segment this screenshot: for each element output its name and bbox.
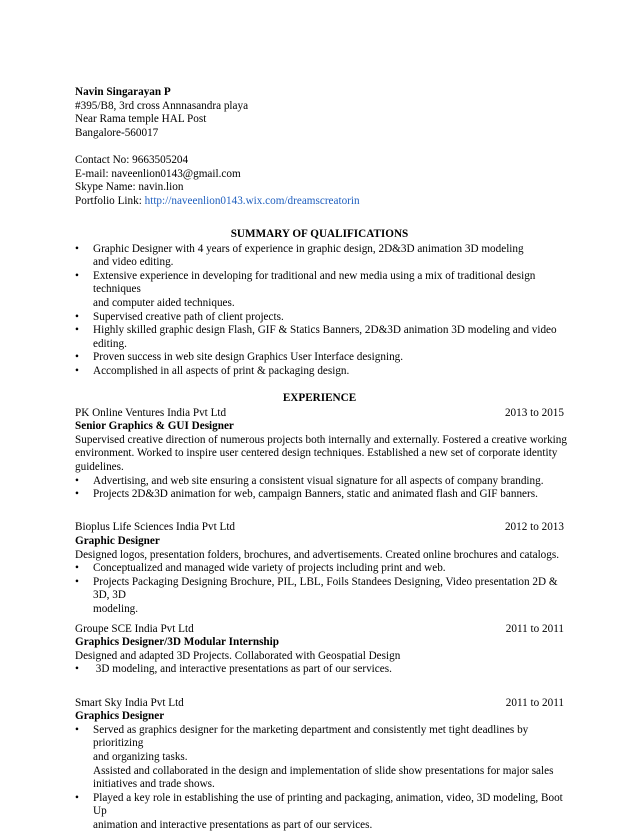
bullet-glyph: • (75, 575, 79, 588)
email-address: E-mail: naveenlion0143@gmail.com (75, 167, 241, 180)
job-bullets (75, 724, 564, 832)
bullet-glyph: • (75, 723, 79, 736)
job-description: Supervised creative direction of numerous projects both internally and externally. Fostered a creative working (75, 433, 567, 446)
list-item: • Supervised creative path of client projects. (75, 310, 284, 323)
summary-list (75, 243, 564, 379)
bullet-glyph: • (75, 663, 79, 676)
list-item: • Graphic Designer with 4 years of experience in graphic design, 2D&3D animation 3D modeling and video editing. (75, 242, 524, 269)
job-entry (75, 623, 564, 677)
bullet-glyph: • (75, 269, 79, 282)
company-name: PK Online Ventures India Pvt Ltd (75, 406, 227, 419)
job-dates: 2012 to 2013 (504, 521, 564, 534)
list-item: • Served as graphics designer for the marketing department and consistently met tight deadlines by prioritizing and organizing tasks. Assisted and collaborated in the design and implementation of slide show presentations for major sales initiatives and trade shows. (75, 723, 554, 791)
bullet-glyph: • (75, 242, 79, 255)
job-entry (75, 521, 564, 616)
company-name: Smart Sky India Pvt Ltd (75, 696, 184, 709)
job-entry (75, 697, 564, 832)
address-line-3: Bangalore-560017 (75, 126, 159, 139)
summary-heading: SUMMARY OF QUALIFICATIONS (230, 227, 409, 240)
company-name: Groupe SCE India Pvt Ltd (75, 622, 194, 635)
portfolio-line (75, 195, 564, 209)
bullet-glyph: • (75, 474, 79, 487)
portfolio-label: Portfolio Link: (75, 194, 145, 207)
list-item: • Accomplished in all aspects of print & packaging design. (75, 364, 350, 377)
job-bullets (75, 475, 564, 502)
job-description: Designed and adapted 3D Projects. Collaborated with Geospatial Design (75, 649, 401, 662)
bullet-glyph: • (75, 351, 79, 364)
address-line-1: #395/B8, 3rd cross Annnasandra playa (75, 99, 249, 112)
job-dates: 2013 to 2015 (504, 406, 564, 419)
job-title: Senior Graphics & GUI Designer (75, 420, 234, 433)
list-item: • Played a key role in establishing the use of printing and packaging, animation, video, 3D modeling, Boot Up animation and interactive presentations as part of our services. (75, 791, 563, 831)
bullet-glyph: • (75, 488, 79, 501)
address-line-2: Near Rama temple HAL Post (75, 113, 207, 126)
job-dates: 2011 to 2011 (505, 622, 564, 635)
list-item: • Projects Packaging Designing Brochure, PIL, LBL, Foils Standees Designing, Video presentation 2D & 3D, 3D modeling. (75, 575, 558, 615)
candidate-name: Navin Singarayan P (75, 86, 171, 98)
bullet-glyph: • (75, 562, 79, 575)
contact-block (75, 86, 564, 208)
job-header (75, 521, 564, 535)
bullet-glyph: • (75, 310, 79, 323)
list-item: • Proven success in web site design Graphics User Interface designing. (75, 351, 404, 364)
job-description: environment. Worked to inspire user centered design techniques. Established a new set of corporate identity (75, 447, 558, 460)
list-item: • Highly skilled graphic design Flash, GIF & Statics Banners, 2D&3D animation 3D modeling and video editing. (75, 324, 557, 350)
list-item: • Extensive experience in developing for traditional and new media using a mix of traditional design techniques and computer aided techniques. (75, 269, 536, 309)
list-item: • Conceptualized and managed wide variety of projects including print and web. (75, 562, 446, 575)
experience-heading: EXPERIENCE (282, 392, 357, 405)
job-header (75, 407, 564, 421)
job-description: guidelines. (75, 461, 124, 474)
job-title: Graphics Designer (75, 710, 165, 723)
job-title: Graphics Designer/3D Modular Internship (75, 636, 279, 649)
job-bullets (75, 663, 564, 677)
bullet-glyph: • (75, 324, 79, 337)
list-item: • Projects 2D&3D animation for web, campaign Banners, static and animated flash and GIF banners. (75, 488, 538, 501)
job-dates: 2011 to 2011 (505, 696, 564, 709)
job-bullets (75, 562, 564, 616)
phone-number: Contact No: 9663505204 (75, 153, 189, 166)
skype-name: Skype Name: navin.lion (75, 181, 184, 194)
job-title: Graphic Designer (75, 535, 160, 547)
job-header (75, 697, 564, 711)
list-item: • 3D modeling, and interactive presentations as part of our services. (75, 663, 392, 676)
job-header (75, 623, 564, 637)
job-entry (75, 406, 567, 502)
company-name: Bioplus Life Sciences India Pvt Ltd (75, 521, 236, 534)
bullet-glyph: • (75, 791, 79, 804)
bullet-glyph: • (75, 364, 79, 377)
list-item: • Advertising, and web site ensuring a consistent visual signature for all aspects of company branding. (75, 474, 544, 487)
job-description: Designed logos, presentation folders, brochures, and advertisements. Created online brochures and catalogs. (75, 548, 560, 561)
portfolio-link[interactable]: http://naveenlion0143.wix.com/dreamscreatorin (144, 194, 360, 207)
